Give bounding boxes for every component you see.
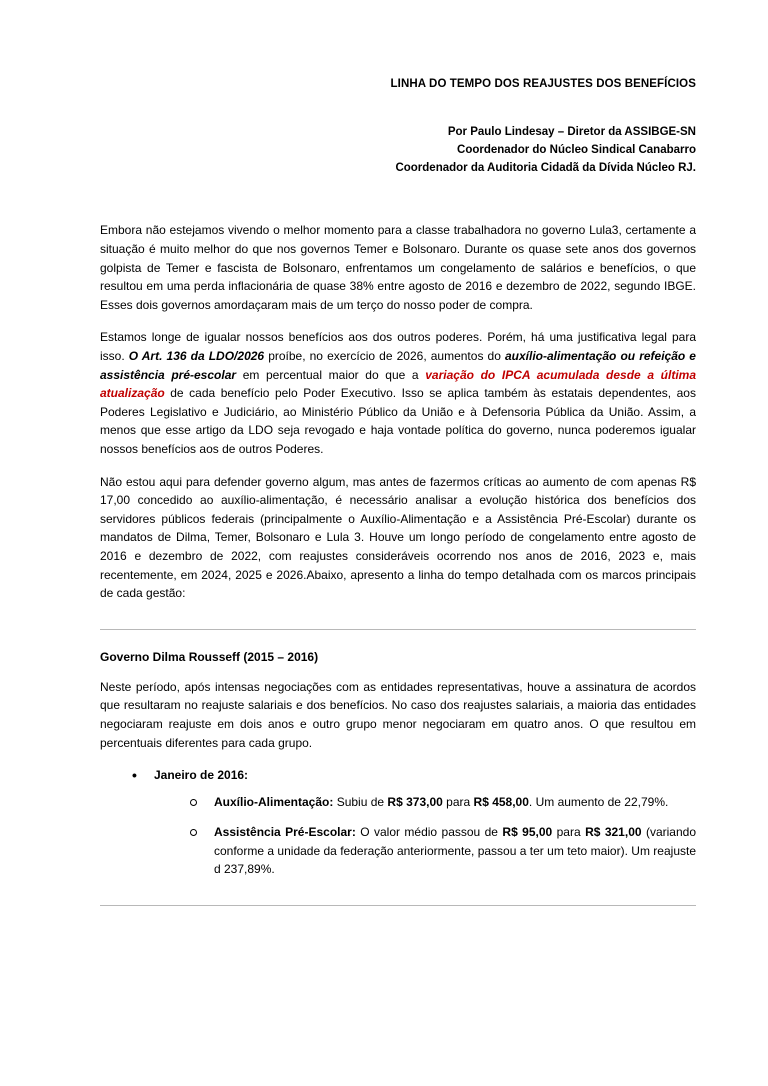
benefit-label: Assistência Pré-Escolar: xyxy=(214,825,356,840)
benefit-names: auxílio-alimentação ou refeição e assistência pré-escolar xyxy=(100,349,696,382)
divider-bottom xyxy=(100,905,696,906)
byline-line-3: Coordenador da Auditoria Cidadã da Dívida Núcleo RJ. xyxy=(395,161,696,174)
benefit-label: Auxílio-Alimentação: xyxy=(214,794,334,809)
benefit-text-2: para xyxy=(446,794,471,809)
section-heading-dilma: Governo Dilma Rousseff (2015 – 2016) xyxy=(100,649,319,664)
law-reference: O Art. 136 da LDO/2026 xyxy=(128,349,265,363)
benefit-text-1: Subiu de xyxy=(336,794,385,809)
bullet-icon: • xyxy=(132,767,137,784)
benefit-text-3: (variando conforme a unidade da federação anteriormente, passou a ter um teto maior). Um reajuste d 237,89%. xyxy=(214,825,696,877)
paragraph-legal-part-3: em percentual maior do que a xyxy=(242,367,419,382)
benefit-value-old: R$ 95,00 xyxy=(502,825,553,840)
list-item-assistencia-pre-escolar xyxy=(190,823,696,879)
benefit-sublist xyxy=(154,793,696,879)
benefit-value-new: R$ 321,00 xyxy=(585,825,642,840)
list-item-janeiro-2016 xyxy=(132,766,696,879)
circle-bullet-icon xyxy=(190,829,197,836)
paragraph-legal-part-2: proíbe, no exercício de 2026, aumentos do xyxy=(268,349,501,363)
paragraph-legal-part-1: Estamos longe de igualar nossos benefícios aos dos outros poderes. Porém, há uma justificativa legal para isso. xyxy=(100,330,696,363)
section-intro: Neste período, após intensas negociações com as entidades representativas, houve a assinatura de acordos que resultaram no reajuste salariais e dos benefícios. No caso dos reajustes salariais, a maioria das entidades negociaram reajuste em dois anos e outro grupo menor negociaram em quatro anos. O que resultou em percentuais diferentes para cada grupo. xyxy=(100,679,696,750)
divider-top xyxy=(100,629,696,630)
byline xyxy=(100,124,696,177)
paragraph-legal-part-4: de cada benefício pelo Poder Executivo. Isso se aplica também às estatais dependentes, aos Poderes Legislativo e Judiciário, ao Ministério Público da União e à Defensoria Pública da União. Assim, a menos que esse artigo da LDO seja revogado e haja vontade política do governo, nunca poderemos igualar nossos benefícios aos de outros Poderes. xyxy=(100,386,696,456)
list-item-auxilio-alimentacao xyxy=(190,793,696,812)
timeline-list xyxy=(100,766,696,879)
benefit-value-new: R$ 458,00 xyxy=(473,794,529,809)
ipca-highlight: variação do IPCA acumulada desde a última atualização xyxy=(100,367,696,401)
byline-line-2: Coordenador do Núcleo Sindical Canabarro xyxy=(457,143,696,156)
byline-line-1: Por Paulo Lindesay – Diretor da ASSIBGE-SN xyxy=(447,126,696,138)
benefit-text-2: para xyxy=(556,825,581,840)
paragraph-legal xyxy=(100,328,696,458)
benefit-value-old: R$ 373,00 xyxy=(387,794,443,809)
benefit-text-3: . Um aumento de 22,79%. xyxy=(528,794,669,809)
list-item-label: Janeiro de 2016: xyxy=(154,768,249,783)
paragraph-history: Não estou aqui para defender governo algum, mas antes de fazermos críticas ao aumento de com apenas R$ 17,00 concedido ao auxílio-alimentação, é necessário analisar a evolução histórica dos benefícios dos servidores públicos federais (principalmente o Auxílio-Alimentação e a Assistência Pré-Escolar) durante os mandatos de Dilma, Temer, Bolsonaro e Lula 3. Houve um longo período de congelamento entre agosto de 2016 e dezembro de 2022, com reajustes consideráveis ocorrendo nos anos de 2016, 2023 e, mais recentemente, em 2024, 2025 e 2026.Abaixo, apresento a linha do tempo detalhada com os marcos principais de cada gestão: xyxy=(100,474,696,601)
circle-bullet-icon xyxy=(190,799,197,806)
paragraph-intro: Embora não estejamos vivendo o melhor momento para a classe trabalhadora no governo Lula3, certamente a situação é muito melhor do que nos governos Temer e Bolsonaro. Durante os quase sete anos dos governos golpista de Temer e fascista de Bolsonaro, enfrentamos um congelamento de salários e benefícios, o que resultou em uma perda inflacionária de quase 38% entre agosto de 2016 e dezembro de 2022, segundo IBGE. Esses dois governos amordaçaram mais de um terço do nosso poder de compra. xyxy=(100,223,696,312)
page-title: LINHA DO TEMPO DOS REAJUSTES DOS BENEFÍCIOS xyxy=(390,78,696,90)
benefit-text-1: O valor médio passou de xyxy=(360,825,498,840)
